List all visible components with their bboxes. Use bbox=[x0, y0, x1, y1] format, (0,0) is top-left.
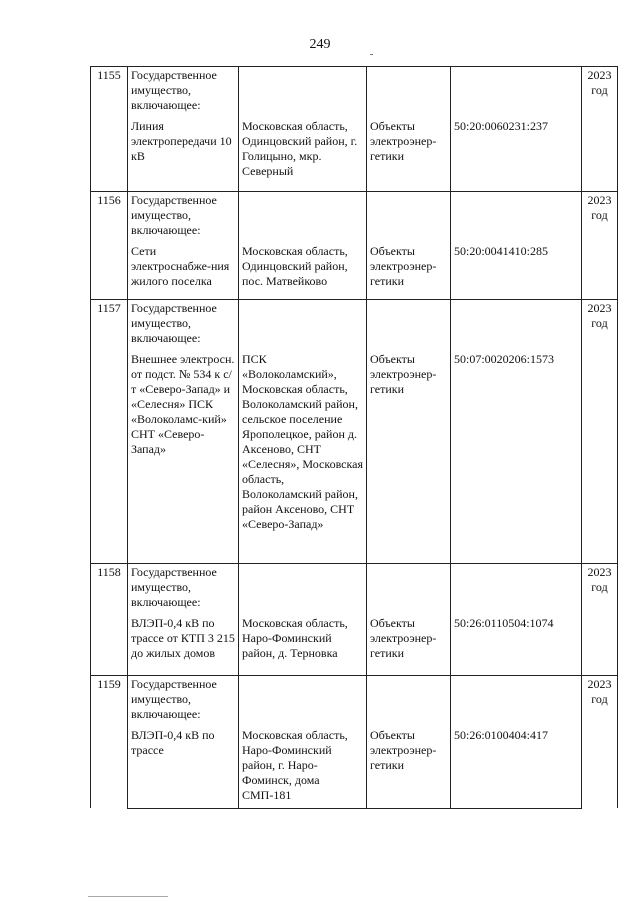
year-cell: 2023 год bbox=[582, 563, 618, 676]
page-number: 249 bbox=[309, 37, 331, 52]
table-row bbox=[91, 300, 618, 347]
cadastral-number-cell: 50:26:0100404:417 bbox=[451, 722, 582, 808]
row-number: 1155 bbox=[91, 67, 128, 192]
property-registry-table bbox=[90, 66, 618, 809]
table-row bbox=[91, 346, 618, 563]
table-row bbox=[91, 191, 618, 238]
address-cell: ПСК «Волоколамский», Московская область, Волоколамский район, сельское поселение Ярополецкое, район д. Аксеново, СНТ «Селесня», Московская область, Волоколамский район, район Аксеново, СНТ «Северо-Запад» bbox=[239, 346, 367, 563]
row-number: 1156 bbox=[91, 191, 128, 300]
cadastral-number-cell: 50:20:0041410:285 bbox=[451, 238, 582, 300]
address-cell: Московская область, Наро-Фоминский район, г. Наро-Фоминск, дома СМП-181 bbox=[239, 722, 367, 808]
object-type-cell: Объекты электроэнер-гетики bbox=[367, 610, 451, 676]
row-number: 1157 bbox=[91, 300, 128, 564]
category-cell: Государственное имущество, включающее: bbox=[128, 191, 239, 238]
object-name-cell: Сети электроснабже-ния жилого поселка bbox=[128, 238, 239, 300]
object-type-cell: Объекты электроэнер-гетики bbox=[367, 722, 451, 808]
year-cell: 2023 год bbox=[582, 300, 618, 564]
category-cell: Государственное имущество, включающее: bbox=[128, 676, 239, 723]
object-name-cell: Линия электропередачи 10 кВ bbox=[128, 113, 239, 191]
object-name-cell: Внешнее электросн. от подст. № 534 к с/т «Северо-Запад» и «Селесня» ПСК «Волоколамс-кий» СНТ «Северо-Запад» bbox=[128, 346, 239, 563]
year-cell: 2023 год bbox=[582, 676, 618, 809]
object-name-cell: ВЛЭП-0,4 кВ по трассе от КТП 3 215 до жилых домов bbox=[128, 610, 239, 676]
scan-mark bbox=[88, 896, 168, 897]
object-type-cell: Объекты электроэнер-гетики bbox=[367, 346, 451, 563]
year-cell: 2023 год bbox=[582, 67, 618, 192]
table-row bbox=[91, 722, 618, 808]
object-name-cell: ВЛЭП-0,4 кВ по трассе bbox=[128, 722, 239, 808]
table-row bbox=[91, 563, 618, 610]
scan-mark bbox=[370, 54, 373, 55]
table-row bbox=[91, 67, 618, 114]
table-row bbox=[91, 610, 618, 676]
object-type-cell: Объекты электроэнер-гетики bbox=[367, 113, 451, 191]
category-cell: Государственное имущество, включающее: bbox=[128, 300, 239, 347]
row-number: 1159 bbox=[91, 676, 128, 809]
cadastral-number-cell: 50:26:0110504:1074 bbox=[451, 610, 582, 676]
cadastral-number-cell: 50:07:0020206:1573 bbox=[451, 346, 582, 563]
year-cell: 2023 год bbox=[582, 191, 618, 300]
table-row bbox=[91, 238, 618, 300]
table-row bbox=[91, 113, 618, 191]
category-cell: Государственное имущество, включающее: bbox=[128, 67, 239, 114]
category-cell: Государственное имущество, включающее: bbox=[128, 563, 239, 610]
address-cell: Московская область, Одинцовский район, г. Голицыно, мкр. Северный bbox=[239, 113, 367, 191]
address-cell: Московская область, Наро-Фоминский район, д. Терновка bbox=[239, 610, 367, 676]
object-type-cell: Объекты электроэнер-гетики bbox=[367, 238, 451, 300]
cadastral-number-cell: 50:20:0060231:237 bbox=[451, 113, 582, 191]
table-row bbox=[91, 676, 618, 723]
address-cell: Московская область, Одинцовский район, пос. Матвейково bbox=[239, 238, 367, 300]
row-number: 1158 bbox=[91, 563, 128, 676]
